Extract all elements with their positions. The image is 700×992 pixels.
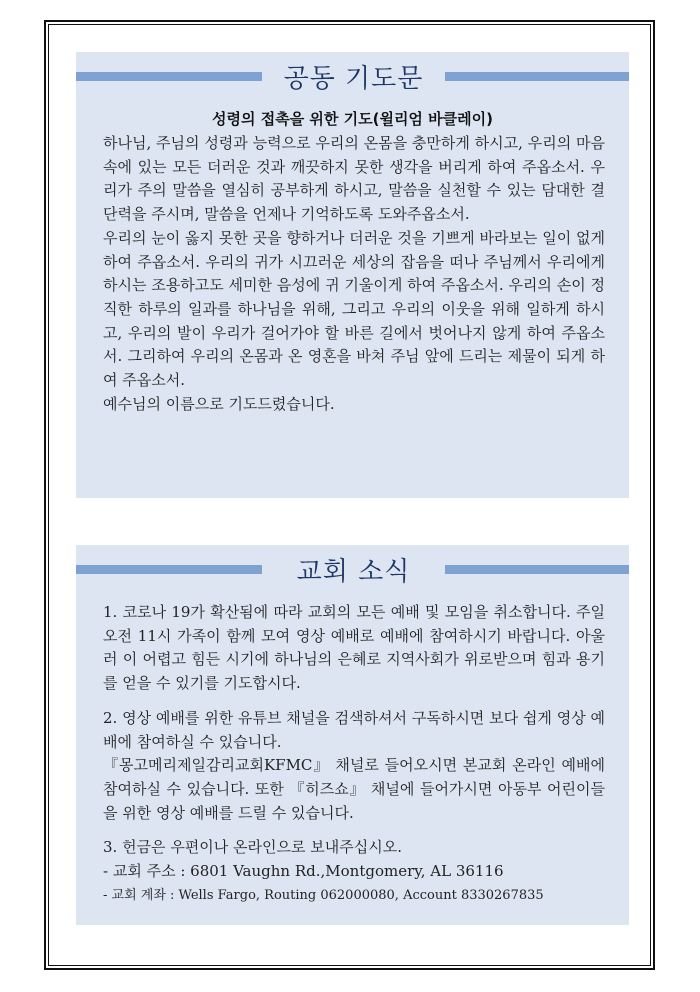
prayer-title: 공동 기도문 (283, 64, 424, 94)
news-item-text: 『몽고메리제일감리교회KFMC』 채널로 들어오시면 본교회 온라인 예배에 참여하실 수 있습니다. 또한 『히즈쇼』 채널에 들어가시면 아동부 어린이들을 위한 영상 예배를 드릴 수 있습니다. (103, 756, 605, 822)
church-account: - 교회 계좌 : Wells Fargo, Routing 062000080, Account 8330267835 (103, 887, 544, 903)
church-address: - 교회 주소 : 6801 Vaughn Rd.,Montgomery, AL 36116 (103, 862, 504, 881)
news-item-text: 1. 코로나 19가 확산됨에 따라 교회의 모든 예배 및 모임을 취소합니다. 주일 오전 11시 가족이 함께 모여 영상 예배로 예배에 참여하시기 바랍니다. 아울러 이 어렵고 힘든 시기에 하나님의 은혜로 지역사회가 위로받으며 힘과 용기를 얻을 수 있기를 기도합시다. (103, 603, 605, 693)
news-item (103, 601, 605, 696)
news-item (103, 836, 605, 907)
prayer-section (76, 52, 629, 498)
prayer-paragraph: 우리의 눈이 옳지 못한 곳을 향하거나 더러운 것을 기쁘게 바라보는 일이 없게 하여 주옵소서. 우리의 귀가 시끄러운 세상의 잡음을 떠나 주님께서 우리에게 하시는 조용하고도 세미한 음성에 귀 기울이게 하여 주옵소서. 우리의 손이 정직한 하루의 일과를 하나님을 위해, 그리고 우리의 이웃을 위해 일하게 하시고, 우리의 발이 우리가 걸어가야 할 바른 길에서 벗어나지 않게 하여 주옵소서. 그리하여 우리의 온몸과 온 영혼을 바쳐 주님 앞에 드리는 제물이 되게 하여 주옵소서. (103, 228, 605, 390)
prayer-banner (76, 52, 629, 102)
prayer-paragraph: 예수님의 이름으로 기도드렸습니다. (103, 394, 335, 413)
banner-bar-left (76, 72, 262, 81)
news-section (76, 545, 629, 925)
prayer-paragraph: 하나님, 주님의 성령과 능력으로 우리의 온몸을 충만하게 하시고, 우리의 마음 속에 있는 모든 더러운 것과 깨끗하지 못한 생각을 버리게 하여 주옵소서. 우리가 주의 말씀을 열심히 공부하게 하시고, 말씀을 실천할 수 있는 담대한 결단력을 주시며, 말씀을 언제나 기억하도록 도와주옵소서. (103, 134, 605, 224)
news-body (103, 601, 605, 918)
prayer-subtitle: 성령의 접촉을 위한 기도(윌리엄 바클레이) (212, 110, 493, 128)
banner-bar-right (445, 72, 629, 81)
prayer-body (103, 132, 605, 416)
banner-bar-left (76, 565, 262, 574)
news-item-text: 3. 헌금은 우편이나 온라인으로 보내주십시오. (103, 838, 402, 857)
banner-bar-right (445, 565, 629, 574)
news-banner (76, 545, 629, 595)
news-item (103, 707, 605, 826)
news-item-text: 2. 영상 예배를 위한 유튜브 채널을 검색하셔서 구독하시면 보다 쉽게 영상 예배에 참여하실 수 있습니다. (103, 708, 605, 751)
news-title: 교회 소식 (296, 557, 411, 587)
